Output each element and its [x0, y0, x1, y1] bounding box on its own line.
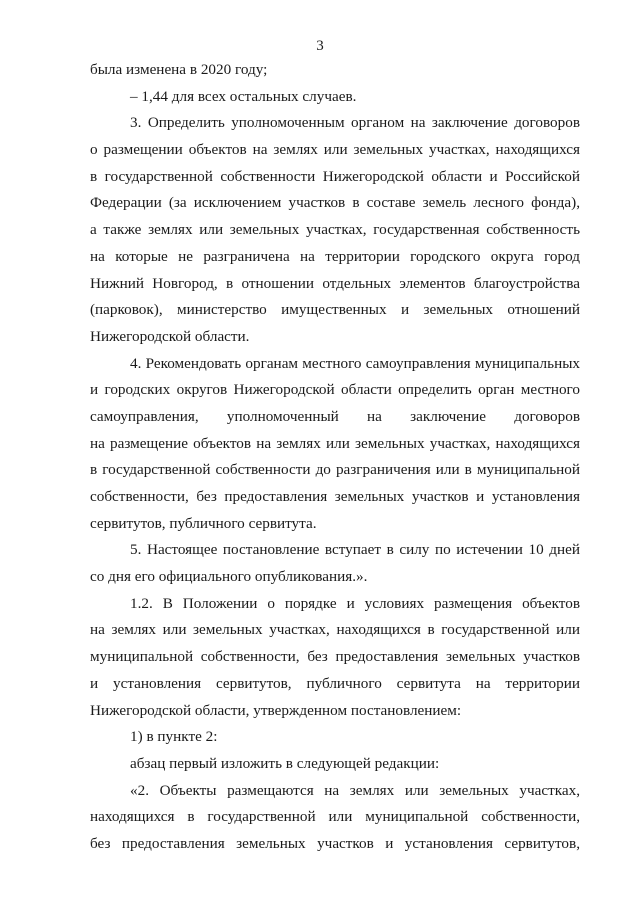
text-line: в государственной собственности Нижегородской области и Российской	[90, 167, 580, 185]
text-line: 4. Рекомендовать органам местного самоуправления муниципальных	[130, 354, 580, 372]
text-line: «2. Объекты размещаются на землях или земельных участках,	[130, 781, 580, 799]
text-line: абзац первый изложить в следующей редакции:	[130, 754, 440, 772]
page-number: 3	[316, 38, 324, 54]
text-line: (парковок), министерство имущественных и земельных отношений	[90, 301, 580, 319]
text-line: а также землях или земельных участках, государственная собственность	[90, 221, 580, 239]
text-line: и установления сервитутов, публичного сервитута на территории	[90, 674, 580, 692]
text-line: 5. Настоящее постановление вступает в силу по истечении 10 дней	[130, 541, 580, 559]
text-line: была изменена в 2020 году;	[90, 61, 268, 78]
text-line: Нижегородской области.	[90, 327, 250, 345]
text-line: на землях или земельных участках, находящихся в государственной или	[90, 621, 580, 639]
text-line: Нижний Новгород, в отношении отдельных элементов благоустройства	[90, 274, 580, 292]
text-line: о размещении объектов на землях или земельных участках, находящихся	[90, 141, 580, 159]
text-line: находящихся в государственной или муниципальной собственности,	[90, 808, 580, 826]
text-line: без предоставления земельных участков и установления сервитутов,	[90, 834, 580, 852]
text-line: Нижегородской области, утвержденном постановлением:	[90, 701, 462, 719]
text-line: в государственной собственности до разграничения или в муниципальной	[90, 461, 580, 479]
text-line: муниципальной собственности, без предоставления земельных участков	[90, 648, 580, 666]
document-body	[90, 57, 580, 858]
text-line: на которые не разграничена на территории городского округа город	[90, 247, 580, 265]
text-line: 1) в пункте 2:	[130, 728, 218, 746]
text-line: на размещение объектов на землях или земельных участках, находящихся	[90, 434, 580, 452]
text-line: самоуправления, уполномоченный на заключение договоров	[90, 407, 580, 425]
text-line: – 1,44 для всех остальных случаев.	[130, 87, 357, 105]
text-line: 3. Определить уполномоченным органом на заключение договоров	[130, 114, 580, 132]
text-line: собственности, без предоставления земельных участков и установления	[90, 488, 580, 505]
text-line: и городских округов Нижегородской области определить орган местного	[90, 381, 580, 399]
text-line: 1.2. В Положении о порядке и условиях размещения объектов	[130, 594, 580, 612]
text-line: со дня его официального опубликования.».	[90, 568, 368, 586]
text-line: сервитутов, публичного сервитута.	[90, 514, 317, 532]
text-line: Федерации (за исключением участков в составе земель лесного фонда),	[90, 194, 580, 212]
